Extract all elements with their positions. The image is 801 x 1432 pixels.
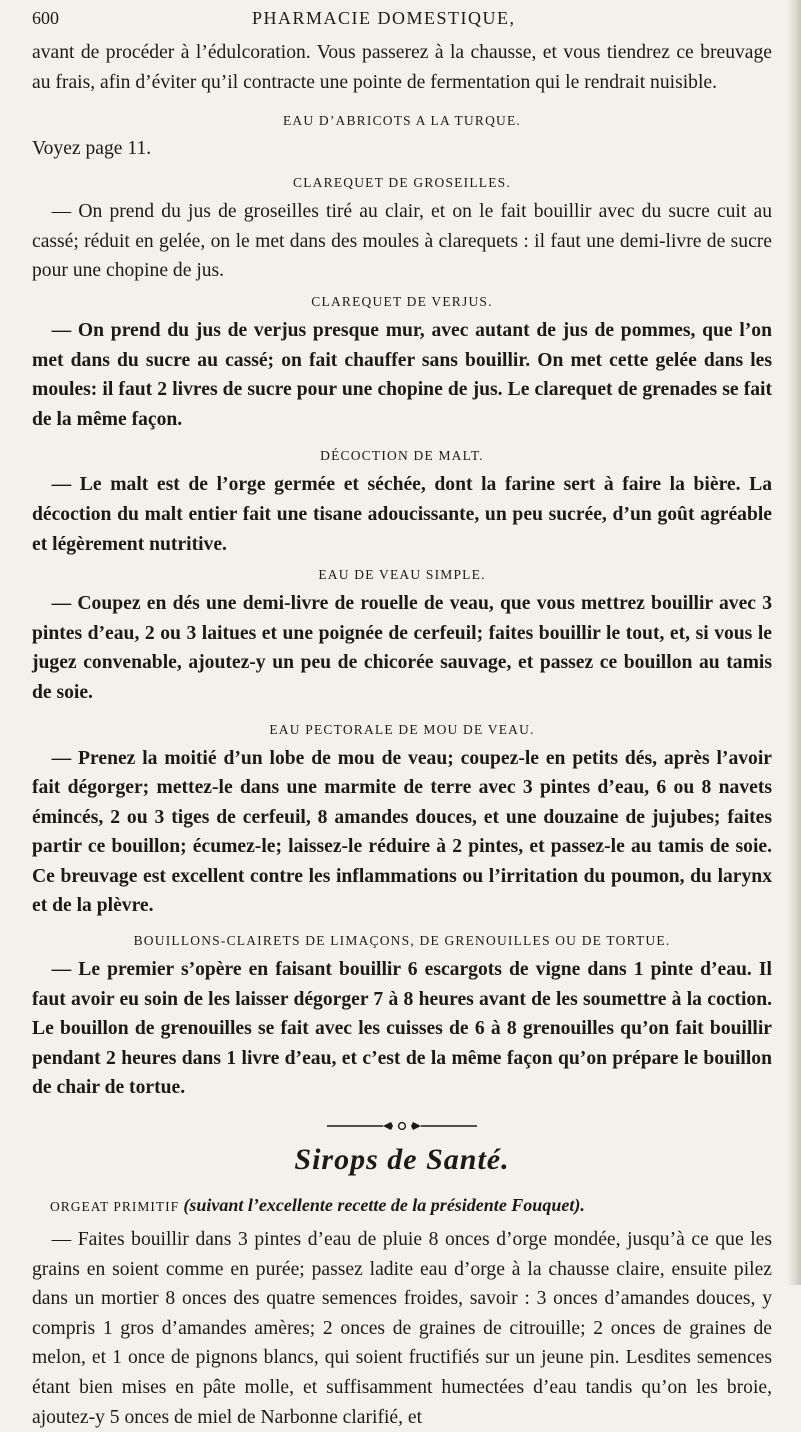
running-title: PHARMACIE DOMESTIQUE, <box>252 8 516 28</box>
text-orgeat: — Faites bouillir dans 3 pintes d’eau de pluie 8 onces d’orge mondée, jusqu’à ce que les grains en soient comme en purée; passez ladite eau d’orge à la chausse claire, ensuite pilez dans un mortier 8 onces des quatre semences froides, savoir : 3 onces d’amandes douces, y compris 1 gros d’amandes amères; 2 onces de graines de citrouille; 2 onces de graines de melon, et 1 once de pignons blancs, qui soient fructifiés sur un jeune pin. Lesdites semences étant bien mises en pâte molle, et suffisamment humectées d’eau tandis qu’on les broie, ajoutez-y 5 onces de miel de Narbonne clarifié, et <box>32 1229 772 1428</box>
section-title: Sirops de Santé. <box>294 1143 510 1177</box>
heading-bouillons: BOUILLONS-CLAIRETS DE LIMAÇONS, DE GRENOUILLES OU DE TORTUE. <box>133 933 671 949</box>
orgeat-heading <box>32 1191 772 1221</box>
text-veau: — Coupez en dés une demi-livre de rouelle de veau, que vous mettrez bouillir avec 3 pintes d’eau, 2 ou 3 laitues et une poignée de cerfeuil; faites bouillir le tout, et, si vous le jugez convenable, ajoutez-y un peu de chicorée sauvage, et passez ce bouillon au tamis de soie. <box>32 593 772 703</box>
page-edge-shadow <box>787 0 801 1285</box>
text-malt: — Le malt est de l’orge germée et séchée, dont la farine sert à faire la bière. La décoction du malt entier fait une tisane adoucissante, un peu sucrée, d’un goût agréable et légèrement nutritive. <box>32 474 772 555</box>
running-head <box>32 0 772 38</box>
text-bouillons: — Le premier s’opère en faisant bouillir 6 escargots de vigne dans 1 pinte d’eau. Il faut avoir eu soin de les laisser dégorger 7 à 8 heures avant de les soumettre à la coction. Le bouillon de grenouilles se fait avec les cuisses de 6 à 8 grenouilles qu’on fait bouillir pendant 2 heures dans 1 livre d’eau, et c’est de la même façon qu’on prépare le bouillon de chair de tortue. <box>32 959 772 1099</box>
heading-malt: DÉCOCTION DE MALT. <box>320 448 484 464</box>
text-abricots: Voyez page 11. <box>32 138 152 160</box>
book-page <box>32 0 772 1432</box>
heading-pectorale: EAU PECTORALE DE MOU DE VEAU. <box>269 721 535 737</box>
heading-groseilles: CLAREQUET DE GROSEILLES. <box>293 175 511 191</box>
text-verjus: — On prend du jus de verjus presque mur, avec autant de jus de pommes, que l’on met dans du sucre au cassé; on fait chauffer sans bouillir. On met cette gelée dans les moules: il faut 2 livres de sucre pour une chopine de jus. Le clarequet de grenades se fait de la même façon. <box>32 319 772 430</box>
ornament-rule-icon <box>327 1121 477 1131</box>
text-groseilles: — On prend du jus de groseilles tiré au clair, et on le fait bouillir avec du sucre cuit au cassé; réduit en gelée, on le met dans des moules à clarequets : il faut une demi-livre de sucre pour une chopine de jus. <box>32 201 772 282</box>
heading-verjus: CLAREQUET DE VERJUS. <box>311 293 493 309</box>
heading-abricots: EAU D’ABRICOTS A LA TURQUE. <box>282 113 522 129</box>
heading-veau: EAU DE VEAU SIMPLE. <box>318 567 486 583</box>
orgeat-label: ORGEAT PRIMITIF <box>50 1199 180 1215</box>
text-pectorale: — Prenez la moitié d’un lobe de mou de veau; coupez-le en petits dés, après l’avoir fait dégorger; mettez-le dans une marmite de terre avec 3 pintes d’eau, 6 ou 8 navets émincés, 2 ou 3 tiges de cerfeuil, 8 amandes douces, et une douzaine de jujubes; faites partir ce bouillon; écumez-le; laissez-le réduire à 2 pintes, et passez-le au tamis de soie. Ce breuvage est excellent contre les inflammations ou l’irritation du poumon, du larynx et de la plèvre. <box>32 747 772 917</box>
orgeat-subtitle: (suivant l’excellente recette de la présidente Fouquet). <box>183 1195 585 1216</box>
ornament-divider <box>32 1121 772 1131</box>
intro-paragraph: avant de procéder à l’édulcoration. Vous passerez à la chausse, et vous tiendrez ce breuvage au frais, afin d’éviter qu’il contracte une pointe de fermentation qui le rendrait nuisible. <box>32 42 772 93</box>
page-number: 600 <box>32 8 59 28</box>
